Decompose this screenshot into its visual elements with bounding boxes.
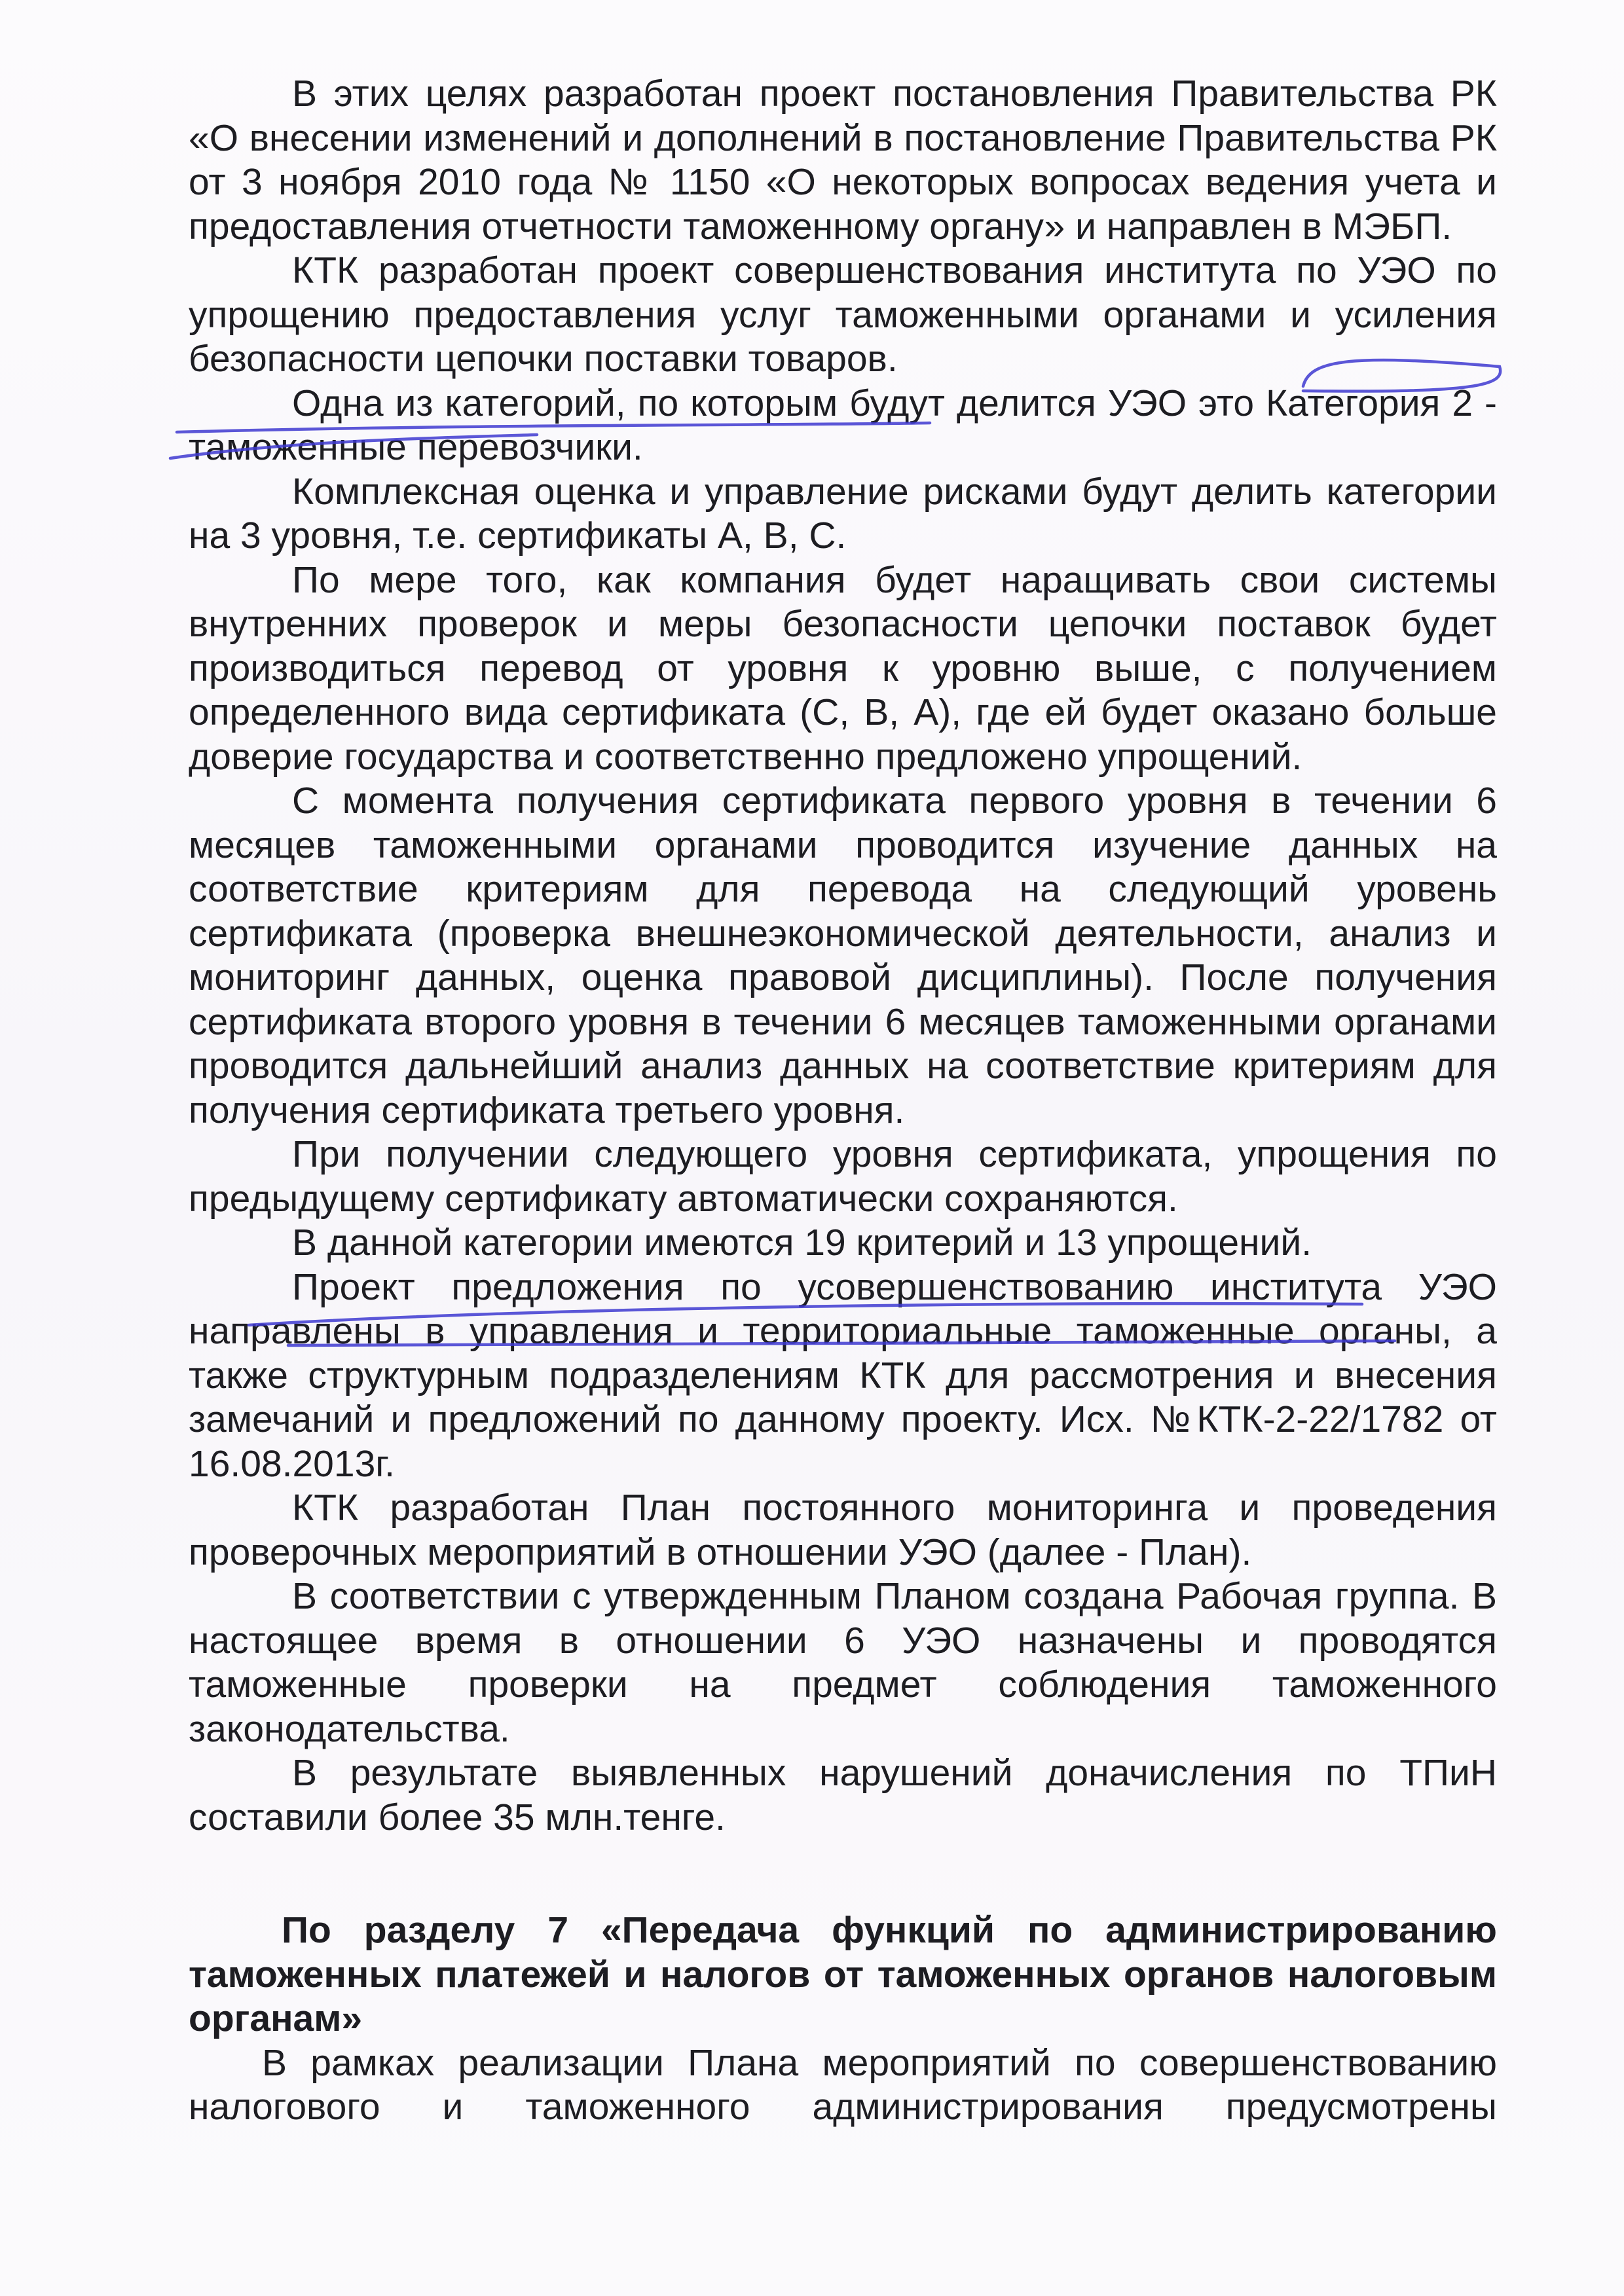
paragraph: При получении следующего уровня сертификата, упрощения по предыдущему сертификату автоматически сохраняются. [189,1133,1497,1220]
paragraph: КТК разработан План постоянного мониторинга и проведения проверочных мероприятий в отношении УЭО (далее - План). [189,1487,1497,1573]
paragraph: В соответствии с утвержденным Планом создана Рабочая группа. В настоящее время в отношении 6 УЭО назначены и проводятся таможенные проверки на предмет соблюдения таможенного законодательства. [189,1575,1497,1750]
paragraph: В этих целях разработан проект постановления Правительства РК «О внесении изменений и дополнений в постановление Правительства РК от 3 ноября 2010 года № 1150 «О некоторых вопросах ведения учета и предоставления отчетности таможенному органу» и направлен в МЭБП. [189,73,1497,247]
closing-paragraph: В рамках реализации Плана мероприятий по совершенствованию налогового и таможенного администрирования предусмотрены [189,2041,1497,2128]
paragraph: Одна из категорий, по которым будут делится УЭО это Категория 2 - таможенные перевозчики. [189,382,1497,468]
paragraph-underlined: В данной категории имеются 19 критерий и 13 упрощений. [292,1222,1312,1264]
paragraph: КТК разработан проект совершенствования института по УЭО по упрощению предоставления услуг таможенными органами и усиления безопасности цепочки поставки товаров. [189,249,1497,380]
paragraph: Комплексная оценка и управление рисками будут делить категории на 3 уровня, т.е. сертификаты А, В, С. [189,470,1497,556]
paragraph: С момента получения сертификата первого уровня в течении 6 месяцев таможенными органами проводится изучение данных на соответствие критериям для перевода на следующий уровень сертификата (проверка внешнеэкономической деятельности, анализ и мониторинг данных, оценка правовой дисциплины). После получения сертификата второго уровня в течении 6 месяцев таможенными органами проводится дальнейший анализ данных на соответствие критериям для получения сертификата третьего уровня. [189,780,1497,1131]
paragraph: По мере того, как компания будет наращивать свои системы внутренних проверок и меры безопасности цепочки поставок будет производиться перевод от уровня к уровню выше, с получением определенного вида сертификата (С, В, А), где ей будет оказано больше доверие государства и соответственно предложено упрощений. [189,558,1497,778]
section-heading: По разделу 7 «Передача функций по администрированию таможенных платежей и налогов от таможенных органов налоговым органам» [189,1909,1497,2039]
paragraph: Проект предложения по усовершенствованию института УЭО направлены в управления и территориальные таможенные органы, а также структурным подразделениям КТК для рассмотрения и внесения замечаний и предложений по данному проекту. Исх. №КТК-2-22/1782 от 16.08.2013г. [189,1266,1497,1485]
document-body [189,72,1497,2130]
paragraph: В результате выявленных нарушений доначисления по ТПиН составили более 35 млн.тенге. [189,1752,1497,1838]
